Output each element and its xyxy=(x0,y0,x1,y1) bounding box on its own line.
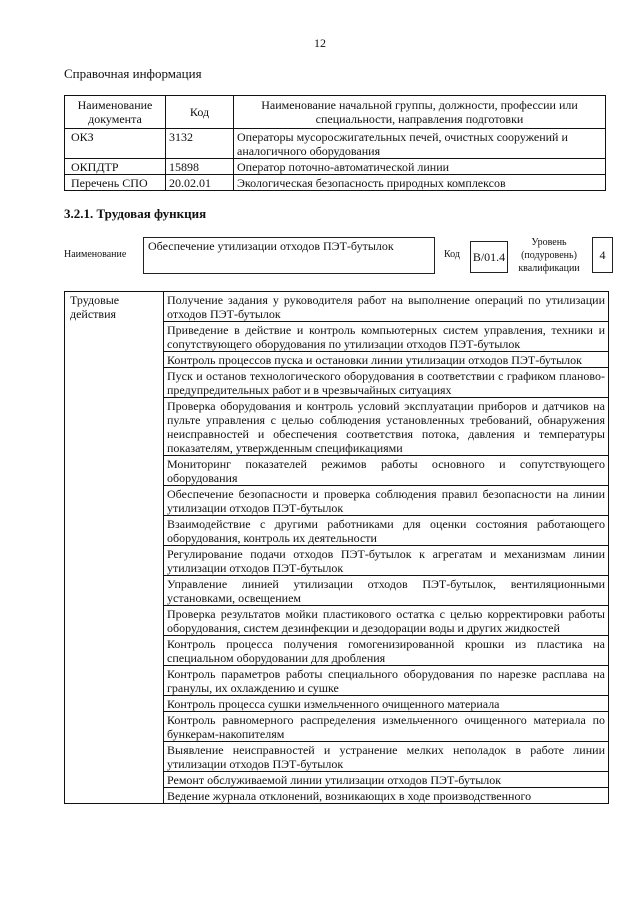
row-code: 20.02.01 xyxy=(166,175,234,191)
row-name: Оператор поточно-автоматической линии xyxy=(234,159,606,175)
qualification-level: 4 xyxy=(592,237,613,273)
row-document: ОКЗ xyxy=(65,129,166,159)
row-document: Перечень СПО xyxy=(65,175,166,191)
labor-action-item: Пуск и останов технологического оборудования в соответствии с графиком планово-предупредительных работ и в чрезвычайных ситуациях xyxy=(164,368,609,398)
labor-action-item: Контроль процесса сушки измельченного очищенного материала xyxy=(164,696,609,712)
header-document: Наименование документа xyxy=(65,96,166,129)
labor-action-item: Контроль процессов пуска и остановки линии утилизации отходов ПЭТ-бутылок xyxy=(164,352,609,368)
labor-actions-table xyxy=(64,291,609,804)
header-name: Наименование начальной группы, должности, профессии или специальности, направления подготовки xyxy=(234,96,606,129)
labor-action-item: Мониторинг показателей режимов работы основного и сопутствующего оборудования xyxy=(164,456,609,486)
code-label: Код xyxy=(444,249,460,260)
header-code: Код xyxy=(166,96,234,129)
row-document: ОКПДТР xyxy=(65,159,166,175)
table-row xyxy=(65,175,606,191)
row-name: Экологическая безопасность природных комплексов xyxy=(234,175,606,191)
page-number: 12 xyxy=(314,36,326,50)
reference-heading: Справочная информация xyxy=(64,66,202,81)
labor-action-item: Ведение журнала отклонений, возникающих в ходе производственного xyxy=(164,788,609,804)
table-row xyxy=(65,159,606,175)
labor-action-item: Проверка оборудования и контроль условий эксплуатации приборов и датчиков на пульте управления с целью соблюдения установленных требований, обнаружения неисправностей и обеспечения соответствия потока, давления и температуры показателям, утвержденным спецификациями xyxy=(164,398,609,456)
labor-action-item: Контроль параметров работы специального оборудования по нарезке расплава на гранулы, их охлаждению и сушке xyxy=(164,666,609,696)
level-label: Уровень (подуровень) квалификации xyxy=(518,237,580,274)
labor-action-item: Обеспечение безопасности и проверка соблюдения правил безопасности на линии утилизации отходов ПЭТ-бутылок xyxy=(164,486,609,516)
section-title: 3.2.1. Трудовая функция xyxy=(64,206,207,221)
labor-action-item: Приведение в действие и контроль компьютерных систем управления, техники и сопутствующего оборудования по утилизации отходов ПЭТ-бутылок xyxy=(164,322,609,352)
reference-table xyxy=(64,95,606,191)
labor-action-item: Проверка результатов мойки пластикового остатка с целью корректировки работы оборудования, систем дезинфекции и дезодорации воды и других жидкостей xyxy=(164,606,609,636)
labor-action-item: Получение задания у руководителя работ на выполнение операций по утилизации отходов ПЭТ-бутылок xyxy=(164,292,609,322)
row-code: 3132 xyxy=(166,129,234,159)
row-name: Операторы мусоросжигательных печей, очистных сооружений и аналогичного оборудования xyxy=(234,129,606,159)
row-code: 15898 xyxy=(166,159,234,175)
function-name: Обеспечение утилизации отходов ПЭТ-бутылок xyxy=(143,237,435,274)
labor-action-item: Взаимодействие с другими работниками для оценки состояния работающего оборудования, контроль их деятельности xyxy=(164,516,609,546)
name-label: Наименование xyxy=(64,249,127,260)
labor-action-item: Управление линией утилизации отходов ПЭТ-бутылок, вентиляционными установками, освещением xyxy=(164,576,609,606)
labor-actions-label: Трудовые действия xyxy=(65,292,164,804)
labor-action-item: Ремонт обслуживаемой линии утилизации отходов ПЭТ-бутылок xyxy=(164,772,609,788)
labor-action-item: Регулирование подачи отходов ПЭТ-бутылок к агрегатам и механизмам линии утилизации отходов ПЭТ-бутылок xyxy=(164,546,609,576)
labor-action-item: Выявление неисправностей и устранение мелких неполадок в работе линии утилизации отходов ПЭТ-бутылок xyxy=(164,742,609,772)
reference-table-header xyxy=(65,96,606,129)
table-row xyxy=(65,129,606,159)
labor-action-item: Контроль процесса получения гомогенизированной крошки из пластика на специальном оборудовании для дробления xyxy=(164,636,609,666)
function-code: B/01.4 xyxy=(470,241,508,273)
labor-action-item: Контроль равномерного распределения измельченного очищенного материала по бункерам-накопителям xyxy=(164,712,609,742)
table-row xyxy=(65,292,609,322)
